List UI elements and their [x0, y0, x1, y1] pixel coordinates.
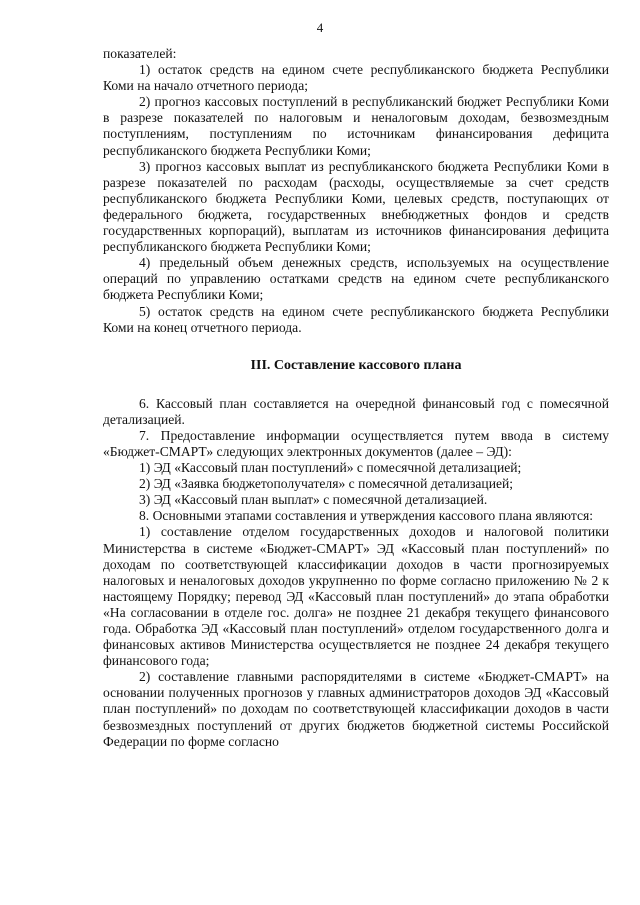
list-item: 2) прогноз кассовых поступлений в республиканский бюджет Республики Коми в разрезе показателей по налоговым и неналоговым доходам, безвозмездным поступлениям, поступлениям по источникам финансирования дефицита республиканского бюджета Республики Коми; — [103, 94, 609, 158]
paragraph: 1) ЭД «Кассовый план поступлений» с помесячной детализацией; — [139, 460, 522, 476]
paragraph: 8. Основными этапами составления и утверждения кассового плана являются: — [139, 508, 594, 524]
intro-line: показателей: — [103, 46, 177, 61]
section-heading: III. Составление кассового плана — [250, 357, 462, 373]
paragraph: 2) ЭД «Заявка бюджетополучателя» с помесячной детализацией; — [139, 476, 514, 492]
paragraph: 1) составление отделом государственных доходов и налоговой политики Министерства в системе «Бюджет-СМАРТ» ЭД «Кассовый план поступлений» по доходам по соответствующей классификации доходов в части прогнозируемых налоговых и неналоговых доходов укрупненно по форме согласно приложению № 2 к настоящему Порядку; перевод ЭД «Кассовый план поступлений» до этапа обработки «На согласовании в отделе гос. долга» не позднее 21 декабря текущего финансового года. Обработка ЭД «Кассовый план поступлений» отделом государственного долга и финансовых активов Министерства осуществляется не позднее 24 декабря текущего финансового года; — [103, 524, 609, 669]
list-item: 3) прогноз кассовых выплат из республиканского бюджета Республики Коми в разрезе показателей по расходам (расходы, осуществляемые за счет средств республиканского бюджета Республики Коми, целевых средств, поступающих от федерального бюджета, государственных внебюджетных фондов и средств государственных корпораций), выплатам из источников финансирования дефицита республиканского бюджета Республики Коми; — [103, 158, 609, 255]
document-body — [103, 46, 609, 750]
paragraph: 7. Предоставление информации осуществляется путем ввода в систему «Бюджет-СМАРТ» следующих электронных документов (далее – ЭД): — [103, 427, 609, 459]
paragraph: 2) составление главными распорядителями в системе «Бюджет-СМАРТ» на основании полученных прогнозов у главных администраторов доходов ЭД «Кассовый план поступлений» по доходам по соответствующей классификации доходов в части безвозмездных поступлений от других бюджетов бюджетной системы Российской Федерации по форме согласно — [103, 669, 609, 749]
paragraph: 3) ЭД «Кассовый план выплат» с помесячной детализацией. — [139, 492, 488, 508]
list-item: 5) остаток средств на едином счете республиканского бюджета Республики Коми на конец отчетного периода. — [103, 303, 609, 335]
page-number: 4 — [316, 20, 324, 35]
paragraph: 6. Кассовый план составляется на очередной финансовый год с помесячной детализацией. — [103, 395, 609, 427]
list-item: 4) предельный объем денежных средств, используемых на осуществление операций по управлению остатками средств на едином счете республиканского бюджета Республики Коми; — [103, 255, 609, 303]
list-item: 1) остаток средств на едином счете республиканского бюджета Республики Коми на начало отчетного периода; — [103, 62, 609, 94]
